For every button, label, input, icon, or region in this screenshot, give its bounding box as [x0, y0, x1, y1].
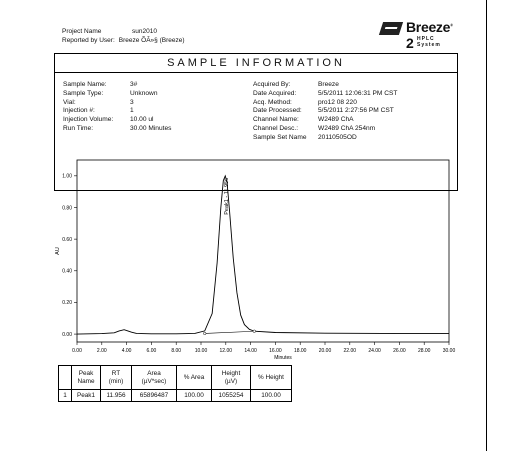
- x-tick-label: 20.00: [318, 348, 332, 354]
- plot-frame: [77, 160, 449, 342]
- y-tick-label: 0.60: [62, 236, 72, 243]
- info-row: Injection Volume: 10.00 ul: [63, 116, 154, 124]
- reported-by-label: Reported by User:: [62, 37, 115, 44]
- info-row: Channel Name: W2489 ChA: [253, 116, 354, 124]
- info-row: Channel Desc.: W2489 ChA 254nm: [253, 124, 376, 132]
- y-tick-label: 0.80: [62, 205, 72, 212]
- column-header: [59, 366, 72, 390]
- sample-information-title: SAMPLE INFORMATION: [55, 54, 457, 73]
- info-row: Vial: 3: [63, 98, 134, 106]
- peak-start-marker: [203, 332, 206, 335]
- y-tick-label: 0.20: [62, 300, 72, 307]
- project-name-label: Project Name: [62, 28, 102, 35]
- x-axis-label: Minutes: [274, 355, 292, 361]
- peak-annotation: Peak1 - 11.956: [223, 177, 230, 215]
- breeze-logo-text: Breeze® 2: [406, 19, 453, 51]
- peak-end-marker: [253, 330, 256, 333]
- column-header: % Height: [251, 366, 292, 390]
- table-row: [59, 390, 292, 402]
- y-tick-label: 0.40: [62, 268, 72, 275]
- info-row: Date Acquired: 5/5/2011 12:06:31 PM CST: [253, 89, 398, 97]
- x-tick-label: 12.00: [219, 348, 233, 354]
- x-tick-label: 10.00: [194, 348, 208, 354]
- peak-table-header: [59, 366, 292, 390]
- info-row: Sample Type: Unknown: [63, 89, 158, 97]
- column-header: Area (µV*sec): [132, 366, 177, 390]
- x-tick-label: 30.00: [442, 348, 456, 354]
- x-tick-label: 26.00: [393, 348, 406, 354]
- x-tick-label: 16.00: [269, 348, 282, 354]
- info-row: Acq. Method: pro12 08 220: [253, 98, 357, 106]
- x-tick-label: 8.00: [171, 348, 182, 354]
- table-cell: Peak1: [72, 390, 101, 402]
- table-cell: 65896487: [132, 390, 177, 402]
- column-header: Height (µV): [212, 366, 251, 390]
- x-tick-label: 14.00: [244, 348, 257, 354]
- x-tick-label: 28.00: [417, 348, 431, 354]
- y-tick-label: 0.00: [62, 331, 72, 338]
- x-tick-label: 24.00: [368, 348, 381, 354]
- table-cell: 1055254: [212, 390, 251, 402]
- project-name-value: sun2010: [132, 28, 157, 35]
- column-header: RT (min): [101, 366, 132, 390]
- y-tick-label: 1.00: [62, 173, 72, 180]
- column-header: Peak Name: [72, 366, 101, 390]
- breeze-logo-subtitle: HPLC System: [417, 36, 441, 48]
- reported-by-value: Breeze ÕÃ»§ (Breeze): [118, 37, 185, 44]
- table-cell: 100.00: [177, 390, 212, 402]
- x-tick-label: 4.00: [121, 348, 132, 354]
- info-row: Run Time: 30.00 Minutes: [63, 124, 172, 132]
- info-row: Sample Set Name 20110505OD: [253, 133, 357, 141]
- x-tick-label: 2.00: [96, 348, 107, 354]
- chromatogram-trace: [77, 176, 449, 334]
- x-tick-label: 22.00: [343, 348, 357, 354]
- x-tick-label: 0.00: [72, 348, 82, 354]
- peak-table: [58, 365, 292, 402]
- table-cell: 100.00: [251, 390, 292, 402]
- info-row: Date Processed: 5/5/2011 2:27:56 PM CST: [253, 107, 394, 115]
- info-row: Injection #: 1: [63, 107, 134, 115]
- table-cell: 11.956: [101, 390, 132, 402]
- x-tick-label: 18.00: [293, 348, 307, 354]
- column-header: % Area: [177, 366, 212, 390]
- table-cell: 1: [59, 390, 72, 402]
- peak-baseline: [205, 331, 255, 333]
- x-tick-label: 6.00: [146, 348, 157, 354]
- info-row: Acquired By: Breeze: [253, 81, 339, 88]
- y-axis-label: AU: [55, 247, 61, 255]
- info-row: Sample Name: 3#: [63, 81, 138, 88]
